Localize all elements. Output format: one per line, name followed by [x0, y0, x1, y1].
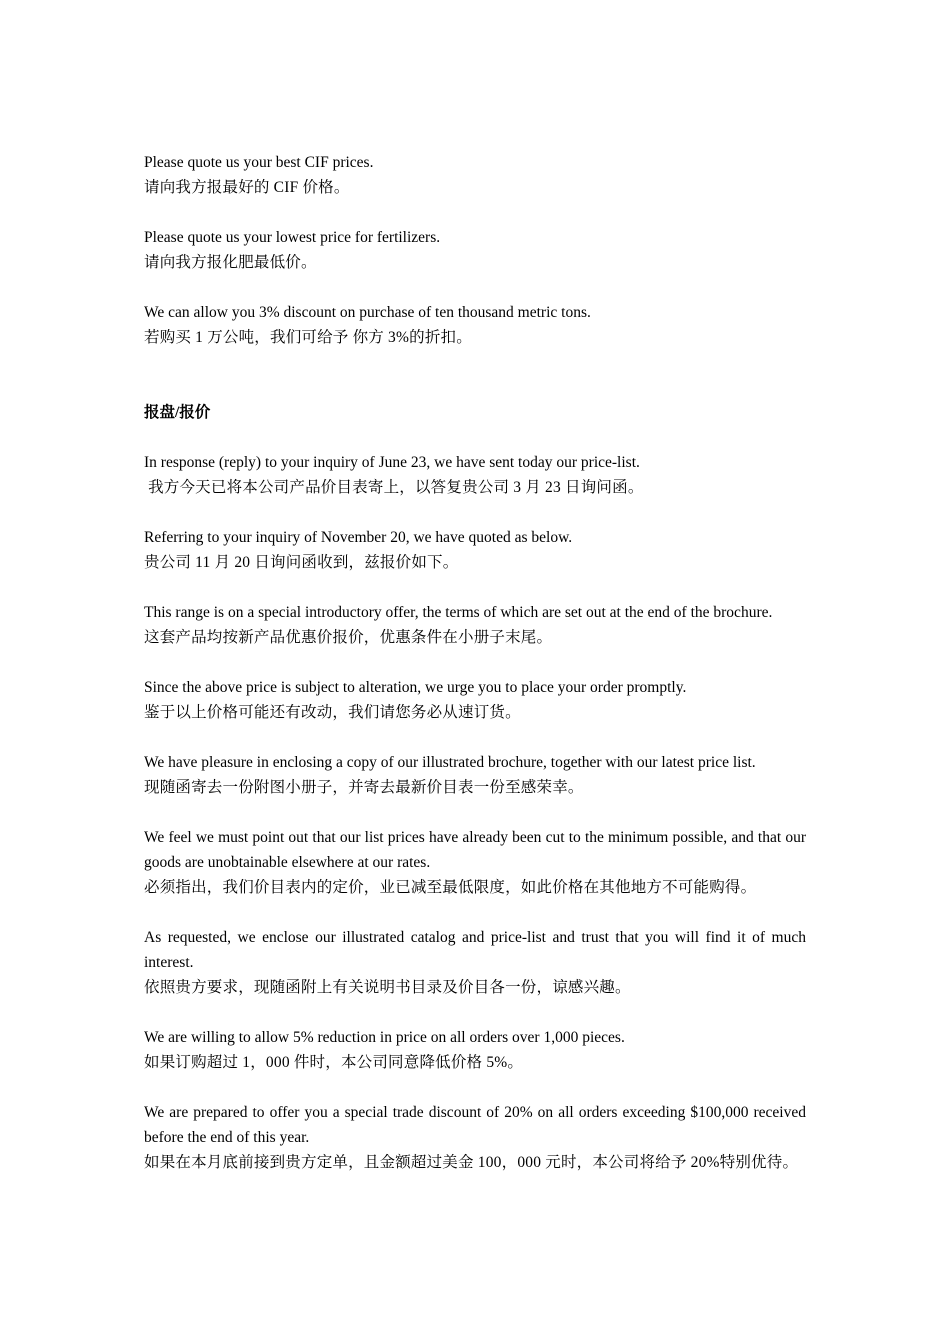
- phrase-pair: [144, 675, 806, 725]
- english-sentence: We can allow you 3% discount on purchase of ten thousand metric tons.: [144, 304, 591, 321]
- english-sentence: This range is on a special introductory offer, the terms of which are set out at the end of the brochure.: [144, 604, 773, 621]
- phrase-pair: [144, 225, 806, 275]
- chinese-translation: 必须指出，我们价目表内的定价，业已减至最低限度，如此价格在其他地方不可能购得。: [144, 879, 757, 896]
- chinese-translation: 鉴于以上价格可能还有改动，我们请您务必从速订货。: [144, 704, 521, 721]
- phrase-pair: [144, 525, 806, 575]
- chinese-translation: 请向我方报化肥最低价。: [144, 254, 317, 271]
- english-sentence: Please quote us your best CIF prices.: [144, 154, 374, 171]
- document-page: [144, 150, 806, 1200]
- phrase-pair: [144, 600, 806, 650]
- phrase-pair: [144, 150, 806, 200]
- chinese-translation: 如果在本月底前接到贵方定单，且金额超过美金 100，000 元时，本公司将给予 20%特别优待。: [144, 1154, 799, 1171]
- chinese-translation: 请向我方报最好的 CIF 价格。: [144, 179, 350, 196]
- english-sentence: As requested, we enclose our illustrated catalog and price-list and trust that you will find it of much interest.: [144, 929, 806, 971]
- section-heading: 报盘/报价: [144, 404, 211, 421]
- section-spacer: [144, 375, 806, 400]
- english-sentence: We have pleasure in enclosing a copy of our illustrated brochure, together with our latest price list.: [144, 754, 756, 771]
- chinese-translation: 现随函寄去一份附图小册子，并寄去最新价目表一份至感荣幸。: [144, 779, 584, 796]
- chinese-translation: 若购买 1 万公吨，我们可给予 你方 3%的折扣。: [144, 329, 472, 346]
- english-sentence: Since the above price is subject to alteration, we urge you to place your order promptly.: [144, 679, 687, 696]
- english-sentence: Referring to your inquiry of November 20, we have quoted as below.: [144, 529, 573, 546]
- english-sentence: We feel we must point out that our list prices have already been cut to the minimum possible, and that our goods are unobtainable elsewhere at our rates.: [144, 829, 806, 871]
- english-sentence: We are willing to allow 5% reduction in price on all orders over 1,000 pieces.: [144, 1029, 625, 1046]
- phrase-pair: [144, 825, 806, 900]
- phrase-pair: [144, 1100, 806, 1175]
- chinese-translation: 贵公司 11 月 20 日询问函收到，兹报价如下。: [144, 554, 459, 571]
- english-sentence: We are prepared to offer you a special trade discount of 20% on all orders exceeding $100,000 received before the end of this year.: [144, 1104, 806, 1146]
- english-sentence: Please quote us your lowest price for fertilizers.: [144, 229, 441, 246]
- english-sentence: In response (reply) to your inquiry of June 23, we have sent today our price-list.: [144, 454, 640, 471]
- phrase-pair: [144, 450, 806, 500]
- chinese-translation: 这套产品均按新产品优惠价报价，优惠条件在小册子末尾。: [144, 629, 553, 646]
- phrase-pair: [144, 300, 806, 350]
- chinese-translation: 我方今天已将本公司产品价目表寄上，以答复贵公司 3 月 23 日询问函。: [144, 479, 644, 496]
- chinese-translation: 如果订购超过 1，000 件时，本公司同意降低价格 5%。: [144, 1054, 524, 1071]
- phrase-pair: [144, 925, 806, 1000]
- phrase-pair: [144, 750, 806, 800]
- phrase-pair: [144, 1025, 806, 1075]
- chinese-translation: 依照贵方要求，现随函附上有关说明书目录及价目各一份，谅感兴趣。: [144, 979, 631, 996]
